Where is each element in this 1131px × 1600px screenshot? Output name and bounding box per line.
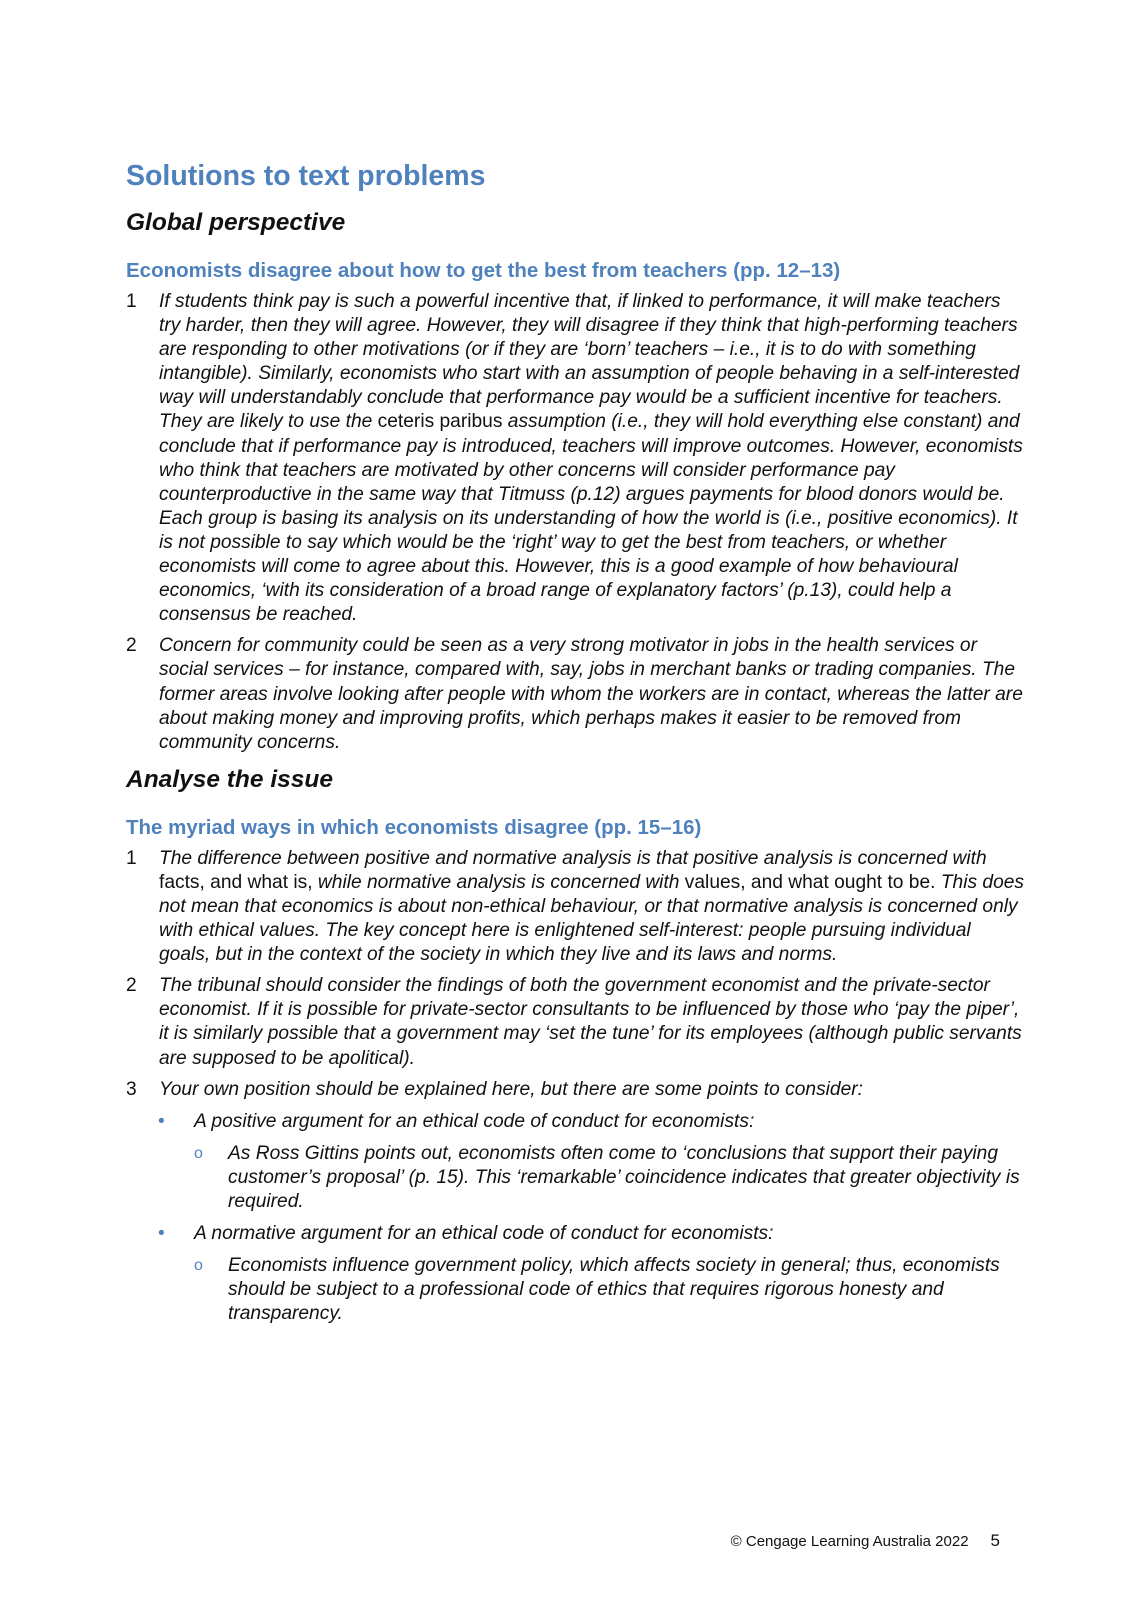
sub-bullet-text: As Ross Gittins points out, economists often come to ‘conclusions that support their paying customer’s proposal’ (p. 15). This ‘remarkable’ coincidence indicates that greater objectivity is required. bbox=[228, 1142, 1020, 1212]
item-number: 2 bbox=[126, 975, 137, 997]
item-text: Your own position should be explained here, but there are some points to consider: bbox=[159, 1078, 863, 1100]
item-text: The difference between positive and normative analysis is that positive analysis is concerned with bbox=[159, 847, 987, 869]
item-text: If students think pay is such a powerful incentive that, if linked to performance, it will make teachers try harder, then they will agree. However, they will disagree if they think that high-performing teachers are responding to other motivations (or if they are ‘born’ teachers – i.e., it is to do with something intangible). Similarly, economists who start with an assumption of people behaving in a self-interested way will understandably conclude that performance pay would be a sufficient incentive for teachers. They are likely to use the bbox=[159, 291, 1020, 433]
list-item bbox=[126, 1142, 1026, 1214]
list-item bbox=[126, 1254, 1026, 1326]
item-text: Concern for community could be seen as a very strong motivator in jobs in the health services or social services – for instance, compared with, say, jobs in merchant banks or trading companies. The former areas involve looking after people with whom the workers are in contact, whereas the latter are about making money and improving profits, which perhaps makes it easier to be removed from community concerns. bbox=[159, 635, 1023, 753]
item-number: 1 bbox=[126, 847, 137, 869]
subheading-teachers: Economists disagree about how to get the best from teachers (pp. 12–13) bbox=[126, 259, 841, 282]
answer-item bbox=[126, 1078, 1026, 1102]
section-heading-analyse-the-issue: Analyse the issue bbox=[126, 765, 333, 793]
item-number: 3 bbox=[126, 1078, 137, 1100]
sub-bullet-text: Economists influence government policy, which affects society in general; thus, economists should be subject to a professional code of ethics that requires rigorous honesty and transparency. bbox=[228, 1255, 1000, 1325]
bullet-text: A normative argument for an ethical code of conduct for economists: bbox=[194, 1223, 774, 1245]
list-item bbox=[126, 1110, 1026, 1134]
content-area bbox=[126, 158, 1026, 1326]
subheading-myriad-ways: The myriad ways in which economists disagree (pp. 15–16) bbox=[126, 815, 702, 839]
bullet-icon: • bbox=[158, 1223, 165, 1245]
item-text-upright: facts, and what is, bbox=[159, 871, 313, 893]
item-number: 2 bbox=[126, 635, 137, 657]
bullet-icon: • bbox=[158, 1110, 165, 1132]
hollow-bullet-icon: o bbox=[194, 1257, 203, 1275]
item-text-upright: values, and what ought to be. bbox=[684, 871, 936, 893]
bullet-text: A positive argument for an ethical code of conduct for economists: bbox=[194, 1110, 755, 1132]
answer-item bbox=[126, 634, 1026, 754]
item-text-upright: ceteris paribus bbox=[377, 411, 503, 433]
item-text: while normative analysis is concerned with bbox=[317, 871, 680, 893]
item-text: assumption (i.e., they will hold everything else constant) and conclude that if performance pay is introduced, teachers will improve outcomes. However, economists who think that teachers are motivated by other concerns will consider performance pay counterproductive in the same way that Titmuss (p.12) argues payments for blood donors would be. Each group is basing its analysis on its understanding of how the world is (i.e., positive economics). It is not possible to say which would be the ‘right’ way to get the best from teachers, or whether economists will come to agree about this. However, this is a good example of how behavioural economics, ‘with its consideration of a broad range of explanatory factors’ (p.13), could help a consensus be reached. bbox=[159, 411, 1023, 626]
answer-item bbox=[126, 290, 1026, 627]
item-text: The tribunal should consider the findings of both the government economist and the private-sector economist. If it is possible for private-sector consultants to be influenced by those who ‘pay the piper’, it is similarly possible that a government may ‘set the tune’ for its employees (although public servants are supposed to be apolitical). bbox=[159, 975, 1022, 1069]
copyright-text: © Cengage Learning Australia 2022 bbox=[730, 1533, 969, 1550]
item-text: This does not mean that economics is about non-ethical behaviour, or that normative analysis is concerned only with ethical values. The key concept here is enlightened self-interest: people pursuing individual goals, but in the context of the society in which they live and its laws and norms. bbox=[159, 871, 1025, 966]
answer-item bbox=[126, 847, 1026, 967]
hollow-bullet-icon: o bbox=[194, 1144, 203, 1162]
item-number: 1 bbox=[126, 291, 137, 312]
page-footer bbox=[700, 1531, 1000, 1552]
answer-item bbox=[126, 974, 1026, 1070]
section-heading-global-perspective: Global perspective bbox=[126, 209, 346, 236]
list-item bbox=[126, 1222, 1026, 1246]
page-title: Solutions to text problems bbox=[126, 160, 486, 192]
page-number: 5 bbox=[990, 1531, 1000, 1550]
